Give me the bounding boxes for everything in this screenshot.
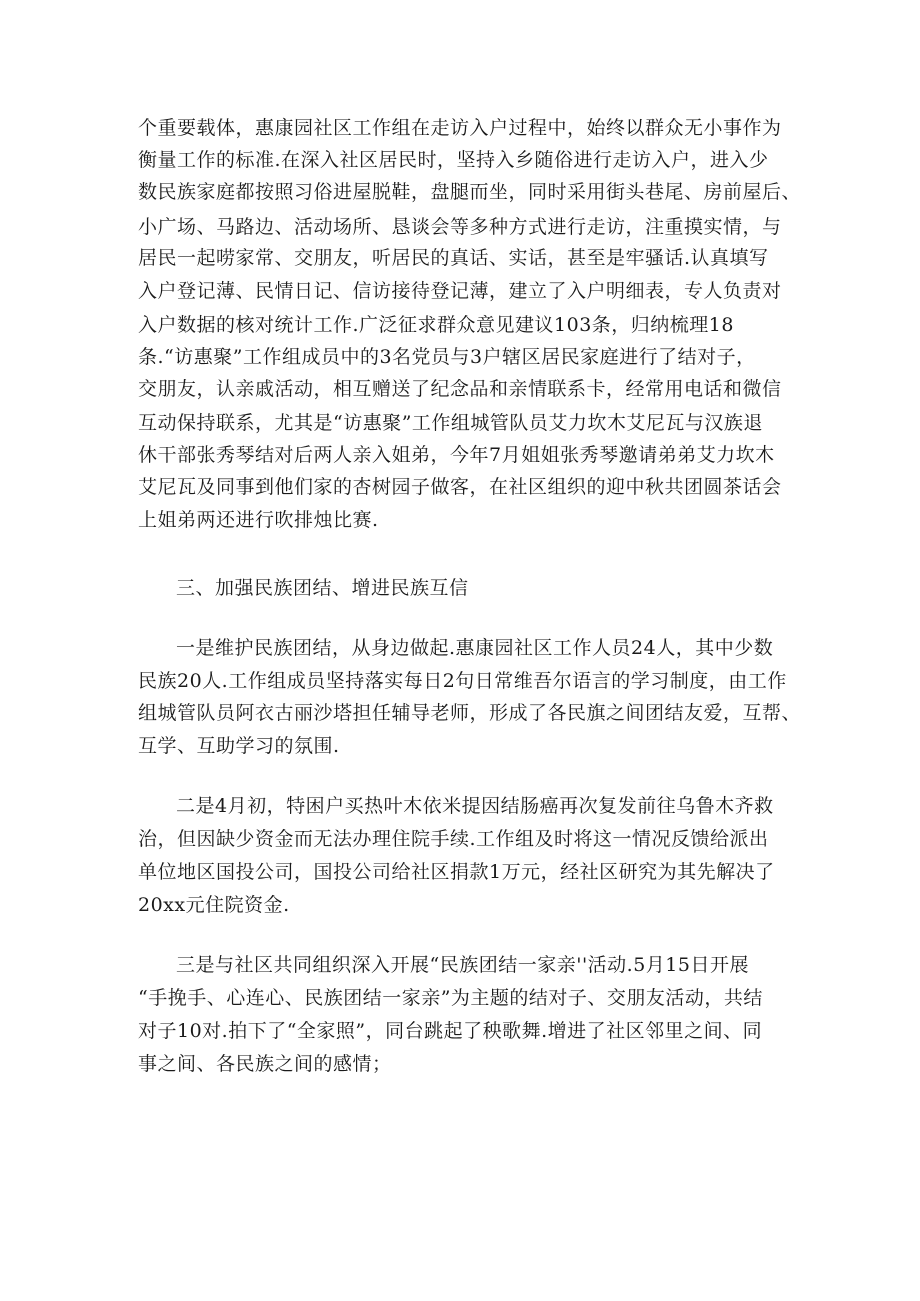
text-line: 对子10对.拍下了“全家照”，同台跳起了秧歌舞.增进了社区邻里之间、同: [138, 1020, 763, 1042]
text-line: 休干部张秀琴结对后两人亲入姐弟，今年7月姐姐张秀琴邀请弟弟艾力坎木: [138, 444, 775, 466]
text-line: 上姐弟两还进行吹排烛比赛.: [138, 509, 379, 531]
text-line: 个重要载体，惠康园社区工作组在走访入户过程中，始终以群众无小事作为: [138, 117, 782, 139]
text-line: 20xx元住院资金.: [138, 894, 290, 916]
text-line: 事之间、各民族之间的感情；: [138, 1053, 392, 1075]
text-line: 交朋友，认亲戚活动，相互赠送了纪念品和亲情联系卡，经常用电话和微信: [138, 378, 782, 400]
text-line: 衡量工作的标准.在深入社区居民时，坚持入乡随俗进行走访入户，进入少: [138, 149, 769, 171]
text-line: 互学、互助学习的氛围.: [138, 735, 340, 757]
text-line: 二是4月初，特困户买热叶木依米提因结肠癌再次复发前往乌鲁木齐救: [176, 795, 774, 817]
text-line: “手挽手、心连心、民族团结一家亲”为主题的结对子、交朋友活动，共结: [138, 987, 763, 1009]
section-heading: 三、加强民族团结、增进民族互信: [176, 577, 469, 599]
text-line: 小广场、马路边、活动场所、恳谈会等多种方式进行走访，注重摸实情，与: [138, 216, 782, 238]
text-line: 一是维护民族团结，从身边做起.惠康园社区工作人员24人，其中少数: [176, 637, 774, 659]
text-line: 治，但因缺少资金而无法办理住院手续.工作组及时将这一情况反馈给派出: [138, 828, 769, 850]
text-line: 居民一起唠家常、交朋友，听居民的真话、实话，甚至是牢骚话.认真填写: [138, 247, 769, 269]
text-line: 三是与社区共同组织深入开展“民族团结一家亲''活动.5月15日开展: [176, 954, 749, 976]
text-line: 艾尼瓦及同事到他们家的杏树园子做客，在社区组织的迎中秋共团圆茶话会: [138, 476, 782, 498]
text-line: 数民族家庭都按照习俗进屋脱鞋，盘腿而坐，同时采用街头巷尾、房前屋后、: [138, 181, 802, 203]
text-line: 入户数据的核对统计工作.广泛征求群众意见建议103条，归纳梳理18: [138, 314, 734, 336]
text-line: 单位地区国投公司，国投公司给社区捐款1万元，经社区研究为其先解决了: [138, 861, 775, 883]
text-line: 条.“访惠聚”工作组成员中的3名党员与3户辖区居民家庭进行了结对子，: [138, 346, 756, 368]
text-line: 民族20人.工作组成员坚持落实每日2句日常维吾尔语言的学习制度，由工作: [138, 670, 787, 692]
text-line: 入户登记薄、民情日记、信访接待登记薄，建立了入户明细表，专人负责对: [138, 280, 782, 302]
text-line: 组城管队员阿衣古丽沙塔担任辅导老师，形成了各民旗之间团结友爱，互帮、: [138, 702, 802, 724]
text-line: 互动保持联系，尤其是“访惠聚”工作组城管队员艾力坎木艾尼瓦与汉族退: [138, 412, 763, 434]
